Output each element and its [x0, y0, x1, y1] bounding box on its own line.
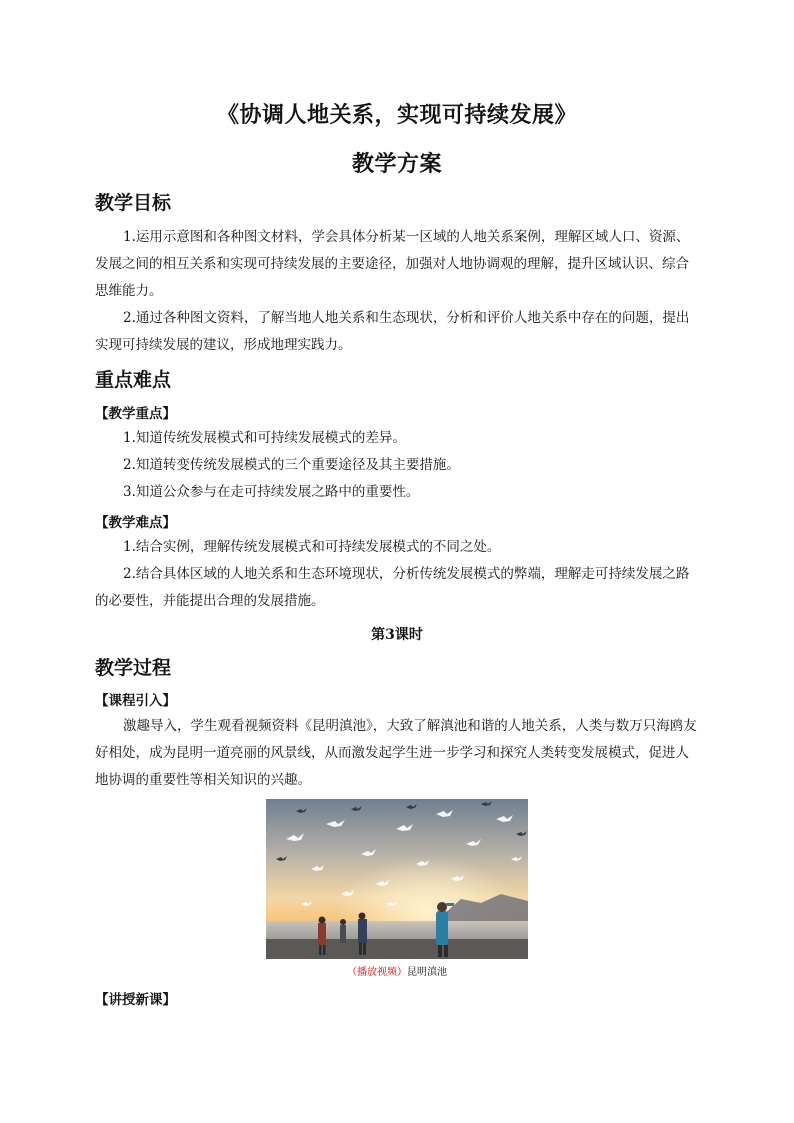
play-video-link[interactable]: （播放视频） — [347, 967, 407, 978]
objective-paragraph-1: 1.运用示意图和各种图文材料，学会具体分析某一区域的人地关系案例，理解区域人口、资源、发展之间的相互关系和实现可持续发展的主要途径，加强对人地协调观的理解，提升区域认识、综合思维能力。 — [95, 229, 690, 299]
dianchi-seagulls-photo — [266, 799, 528, 959]
focus-item-2: 2.知道转变传统发展模式的三个重要途径及其主要措施。 — [123, 457, 460, 473]
intro-paragraph: 激趣导入，学生观看视频资料《昆明滇池》，大致了解滇池和谐的人地关系，人类与数万只海鸥友好相处，成为昆明一道亮丽的风景线，从而激发起学生进一步学习和探究人类转变发展模式，促进人地协调的重要性等相关知识的兴趣。 — [95, 718, 697, 788]
focus-item-3: 3.知道公众参与在走可持续发展之路中的重要性。 — [123, 484, 420, 500]
lesson-number: 第3课时 — [371, 627, 423, 643]
difficulty-item-1: 1.结合实例，理解传统发展模式和可持续发展模式的不同之处。 — [123, 539, 501, 555]
intro-label: 【课程引入】 — [95, 693, 176, 709]
heading-keypoints: 重点难点 — [95, 369, 172, 391]
heading-objectives: 教学目标 — [95, 192, 172, 214]
caption-text: 昆明滇池 — [407, 967, 447, 978]
focus-label: 【教学重点】 — [95, 406, 176, 422]
document-subtitle: 教学方案 — [351, 151, 442, 177]
new-lesson-label: 【讲授新课】 — [95, 992, 176, 1008]
focus-item-1: 1.知道传统发展模式和可持续发展模式的差异。 — [123, 430, 406, 446]
objective-paragraph-2: 2.通过各种图文资料，了解当地人地关系和生态现状，分析和评价人地关系中存在的问题，提出实现可持续发展的建议，形成地理实践力。 — [95, 310, 690, 353]
difficulty-item-2: 2.结合具体区域的人地关系和生态环境现状，分析传统发展模式的弊端，理解走可持续发展之路的必要性，并能提出合理的发展措施。 — [95, 566, 690, 609]
difficulty-label: 【教学难点】 — [95, 515, 176, 531]
document-title: 《协调人地关系，实现可持续发展》 — [216, 102, 577, 128]
heading-process: 教学过程 — [95, 657, 172, 679]
photo-caption — [0, 963, 794, 978]
